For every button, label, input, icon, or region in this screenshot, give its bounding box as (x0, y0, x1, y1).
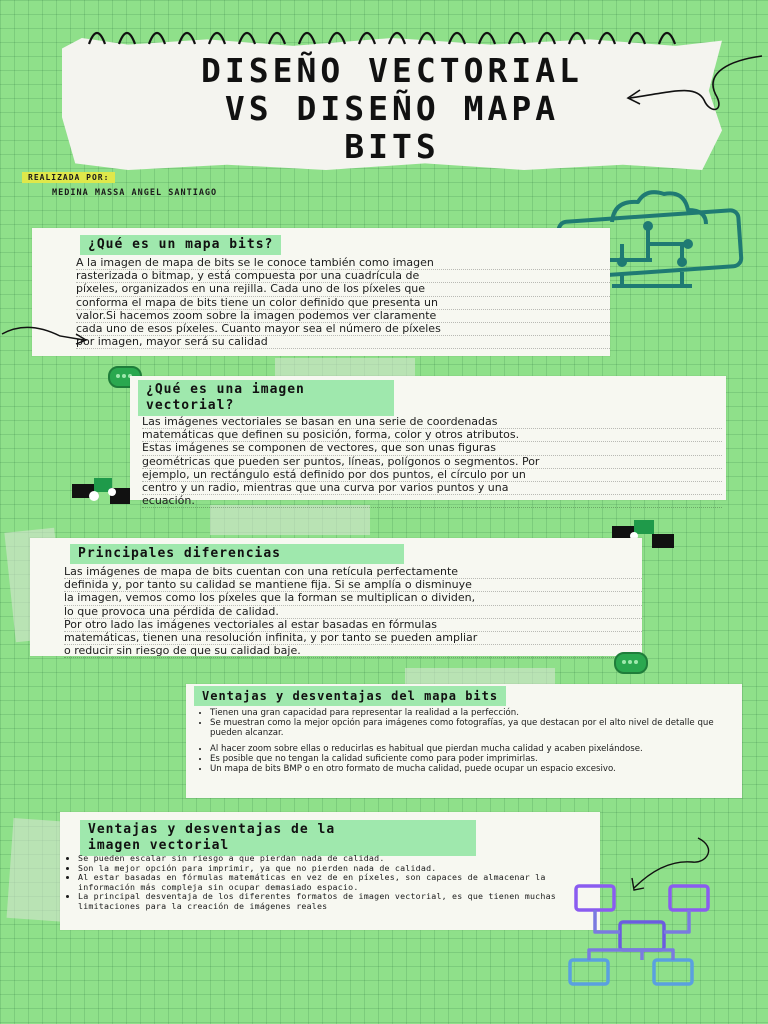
puzzle-icon (70, 474, 136, 508)
tape-strip (210, 505, 370, 535)
list-item: • Al estar basadas en fórmulas matemáticas en vez de en píxeles, son capaces de almacenar la información más compleja sin ocupar demasiado espacio. (78, 873, 566, 892)
text-differences: Las imágenes de mapa de bits cuentan con una retícula perfectamente definida y, por tanto su calidad se mantiene fija. Si se amplía o disminuye la imagen, vemos como los píxeles que la forman se multiplican o dividen, lo que provoca una pérdida de calidad. Por otro lado las imágenes vectoriales al estar basadas en fórmulas matemáticas, tienen una resolución infinita, y por tanto se pueden ampliar o reducir sin riesgo de que su calidad baje. (64, 566, 642, 658)
list-vector-pros-cons (66, 854, 566, 912)
network-diagram-icon (566, 880, 736, 990)
list-bitmap-pros-cons (196, 708, 736, 774)
list-item: • Se pueden escalar sin riesgo a que pierdan nada de calidad. (78, 854, 566, 864)
list-item: • Son la mejor opción para imprimir, ya que no pierden nada de calidad. (78, 864, 566, 874)
heading-bitmap: ¿Qué es un mapa bits? (80, 235, 281, 255)
list-item: • Al hacer zoom sobre ellas o reducirlas es habitual que pierdan mucha calidad y acaben pixelándose. (210, 744, 736, 754)
text-vector: Las imágenes vectoriales se basan en una serie de coordenadas matemáticas que definen su posición, forma, color y otros atributos. Estas imágenes se componen de vectores, que son unas figuras geométricas que pueden ser puntos, líneas, polígonos o segmentos. Por ejemplo, un rectángulo está definido por dos puntos, el círculo por un centro y un radio, mientras que una curva por varios puntos y una ecuación. (142, 416, 722, 508)
heading-differences: Principales diferencias (70, 544, 404, 564)
list-item: • La principal desventaja de los diferentes formatos de imagen vectorial, es que tienen muchas limitaciones para la creación de imágenes reales (78, 892, 566, 911)
button-icon (614, 652, 648, 674)
list-item: • Se muestran como la mejor opción para imágenes como fotografías, ya que destacan por el alto nivel de detalle que pueden alcanzar. (210, 718, 736, 738)
heading-vector: ¿Qué es una imagen vectorial? (138, 380, 394, 416)
list-item: • Un mapa de bits BMP o en otro formato de mucha calidad, puede ocupar un espacio excesivo. (210, 764, 736, 774)
author-name: MEDINA MASSA ANGEL SANTIAGO (52, 188, 218, 198)
heading-vector-pros-cons: Ventajas y desventajas de la imagen vectorial (80, 820, 476, 856)
arrow-icon (0, 322, 90, 346)
heading-bitmap-pros-cons: Ventajas y desventajas del mapa bits (194, 686, 506, 706)
list-item: • Es posible que no tengan la calidad suficiente como para poder imprimirlas. (210, 754, 736, 764)
text-bitmap: A la imagen de mapa de bits se le conoce también como imagen rasterizada o bitmap, y está compuesta por una cuadrícula de píxeles, organizados en una rejilla. Cada uno de los píxeles que conforma el mapa de bits tiene un color definido que presenta un valor.Si hacemos zoom sobre la imagen podemos ver claramente cada uno de esos píxeles. Cuanto mayor sea el número de píxeles por imagen, mayor será su calidad (76, 257, 610, 349)
page-title: DISEÑO VECTORIAL VS DISEÑO MAPA BITS (201, 51, 583, 166)
credit-label: REALIZADA POR: (22, 172, 115, 183)
list-item: • Tienen una gran capacidad para representar la realidad a la perfección. (210, 708, 736, 718)
curved-arrow-icon (622, 52, 768, 122)
binder-rings-icon (84, 22, 704, 48)
